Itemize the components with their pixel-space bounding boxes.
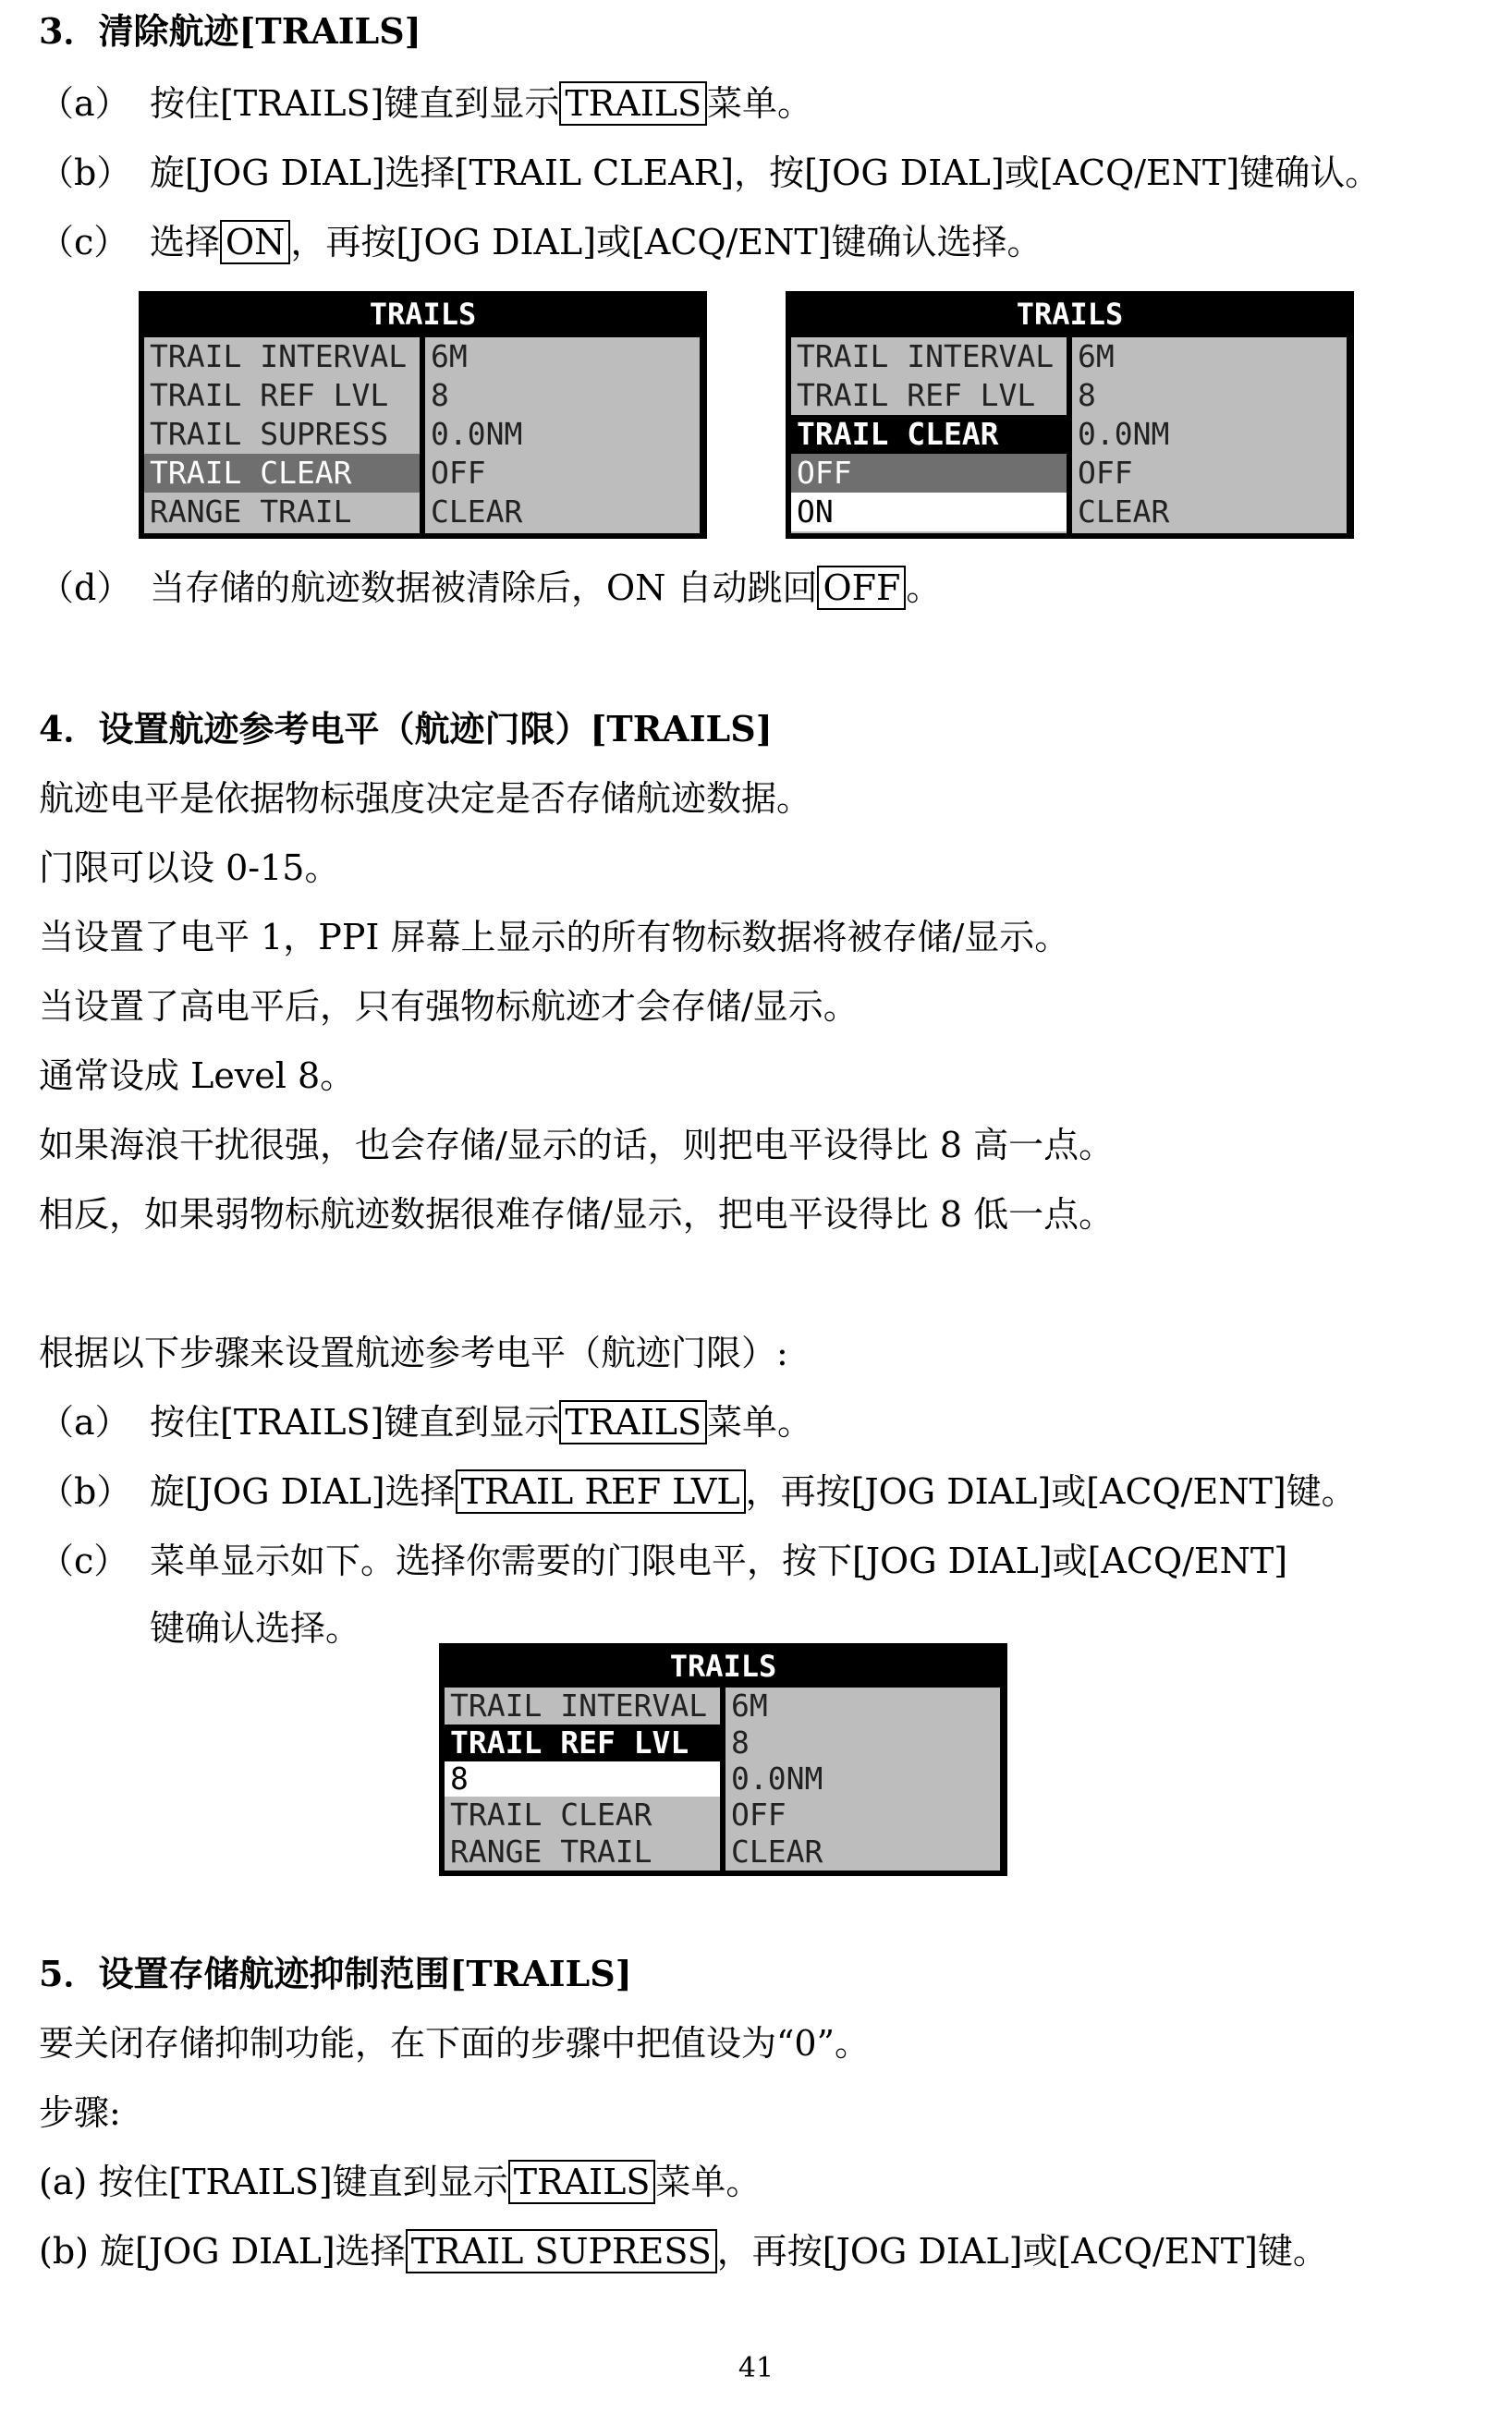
step-text: ，再按[JOG DIAL]或[ACQ/ENT]键。 [716, 2231, 1328, 2272]
option-box: ON [220, 220, 290, 264]
menu-value: 8 [1078, 377, 1096, 413]
menu-value: CLEAR [431, 494, 523, 530]
trails-menu-panel-1 [139, 291, 707, 539]
panel-left-column [791, 337, 1067, 533]
s3-step-d [39, 566, 941, 610]
paragraph: 如果海浪干扰很强，也会存储/显示的话，则把电平设得比 8 高一点。 [39, 1125, 1115, 1165]
paragraph: 门限可以设 0-15。 [39, 847, 340, 888]
menu-item-active: TRAIL CLEAR [791, 415, 1067, 454]
paragraph: 当设置了电平 1，PPI 屏幕上显示的所有物标数据将被存储/显示。 [39, 917, 1070, 957]
level-input-value: 8 [445, 1761, 720, 1797]
step-text: 按住[TRAILS]键直到显示 [150, 83, 560, 124]
step-text: 菜单。 [707, 1402, 813, 1443]
menu-value: 6M [431, 338, 468, 374]
paragraph: 相反，如果弱物标航迹数据很难存储/显示，把电平设得比 8 低一点。 [39, 1194, 1115, 1235]
panel-title: TRAILS [669, 1649, 777, 1684]
paragraph: 要关闭存储抑制功能，在下面的步骤中把值设为“0”。 [39, 2023, 871, 2064]
s4-step-c [39, 1539, 1287, 1583]
menu-item: TRAIL SUPRESS [150, 416, 389, 452]
step-text: 当存储的航迹数据被清除后，ON 自动跳回 [150, 567, 818, 608]
s4-step-a [39, 1400, 812, 1444]
paragraph: 当设置了高电平后，只有强物标航迹才会存储/显示。 [39, 986, 859, 1027]
paragraph: 航迹电平是依据物标强度决定是否存储航迹数据。 [39, 778, 812, 819]
menu-name-box: TRAILS [559, 81, 707, 126]
menu-item: TRAIL REF LVL [797, 377, 1036, 413]
menu-value: CLEAR [1078, 494, 1170, 530]
step-text: (a) 按住[TRAILS]键直到显示 [39, 2162, 508, 2202]
menu-value: 0.0NM [1078, 416, 1170, 452]
menu-value: 8 [431, 377, 449, 413]
s3-step-a [39, 81, 812, 126]
menu-item: TRAIL INTERVAL [450, 1688, 708, 1724]
step-text: 旋[JOG DIAL]选择 [150, 1471, 456, 1512]
menu-value: 6M [731, 1688, 768, 1724]
menu-item: RANGE TRAIL [150, 494, 352, 530]
menu-value: 0.0NM [731, 1761, 823, 1797]
panel-right-column [1072, 337, 1347, 533]
menu-item: TRAIL INTERVAL [150, 338, 408, 374]
menu-value: OFF [731, 1797, 786, 1833]
panel-left-column [445, 1688, 720, 1871]
s3-step-b [39, 151, 1380, 195]
trails-menu-panel-3 [439, 1643, 1007, 1876]
menu-name-box: TRAILS [559, 1400, 707, 1444]
step-marker: （c） [39, 1541, 129, 1581]
section-3-heading: 3．清除航迹[TRAILS] [39, 10, 421, 52]
menu-option-selected: ON [791, 493, 1067, 531]
menu-item-box: TRAIL SUPRESS [406, 2229, 717, 2273]
step-text: ，再按[JOG DIAL]或[ACQ/ENT]键确认选择。 [290, 222, 1043, 262]
paragraph: 通常设成 Level 8。 [39, 1055, 356, 1096]
menu-value: 0.0NM [431, 416, 523, 452]
s5-step-a [39, 2160, 761, 2204]
panel-right-column [726, 1688, 1000, 1871]
menu-item-box: TRAIL REF LVL [456, 1469, 746, 1514]
panel-left-column [144, 337, 420, 533]
step-marker: （d） [39, 567, 132, 608]
step-text: 旋[JOG DIAL]选择[TRAIL CLEAR]，按[JOG DIAL]或[ACQ/ENT]键确认。 [150, 152, 1381, 193]
step-marker: （a） [39, 1402, 130, 1443]
s3-step-c [39, 220, 1043, 264]
step-marker: （a） [39, 83, 130, 124]
menu-item: RANGE TRAIL [450, 1834, 652, 1870]
menu-option: OFF [791, 454, 1067, 493]
paragraph: 根据以下步骤来设置航迹参考电平（航迹门限）: [39, 1333, 788, 1373]
step-text: (b) 旋[JOG DIAL]选择 [39, 2231, 406, 2272]
s4-step-b [39, 1469, 1357, 1514]
s5-step-b [39, 2229, 1328, 2273]
panel-right-column [425, 337, 700, 533]
step-text: 。 [906, 567, 942, 608]
menu-value: CLEAR [731, 1834, 823, 1870]
option-box: OFF [817, 566, 906, 610]
menu-value: OFF [1078, 455, 1133, 491]
panel-title: TRAILS [369, 297, 477, 332]
panel-title: TRAILS [1016, 297, 1124, 332]
step-marker: （b） [39, 1471, 132, 1512]
menu-value: OFF [431, 455, 486, 491]
step-marker: （b） [39, 152, 132, 193]
trails-menu-panel-2 [786, 291, 1354, 539]
section-4-heading: 4．设置航迹参考电平（航迹门限）[TRAILS] [39, 708, 773, 749]
paragraph: 步骤: [39, 2092, 121, 2133]
page-number: 41 [738, 2352, 774, 2384]
step-text: 菜单。 [655, 2162, 762, 2202]
section-5-heading: 5．设置存储航迹抑制范围[TRAILS] [39, 1953, 632, 1994]
menu-item-selected: TRAIL CLEAR [144, 454, 420, 493]
step-marker: （c） [39, 222, 129, 262]
menu-item: TRAIL CLEAR [450, 1797, 652, 1833]
menu-value: 8 [731, 1724, 750, 1761]
s4-step-c-continued: 键确认选择。 [150, 1608, 361, 1649]
menu-value: 6M [1078, 338, 1115, 374]
menu-item: TRAIL REF LVL [150, 377, 389, 413]
menu-name-box: TRAILS [508, 2160, 656, 2204]
step-text: 选择 [150, 222, 221, 262]
menu-item-active: TRAIL REF LVL [445, 1724, 720, 1761]
step-text: ，再按[JOG DIAL]或[ACQ/ENT]键。 [745, 1471, 1357, 1512]
step-text: 菜单。 [707, 83, 813, 124]
menu-item: TRAIL INTERVAL [797, 338, 1055, 374]
step-text: 按住[TRAILS]键直到显示 [150, 1402, 560, 1443]
step-text: 菜单显示如下。选择你需要的门限电平，按下[JOG DIAL]或[ACQ/ENT] [150, 1541, 1288, 1581]
